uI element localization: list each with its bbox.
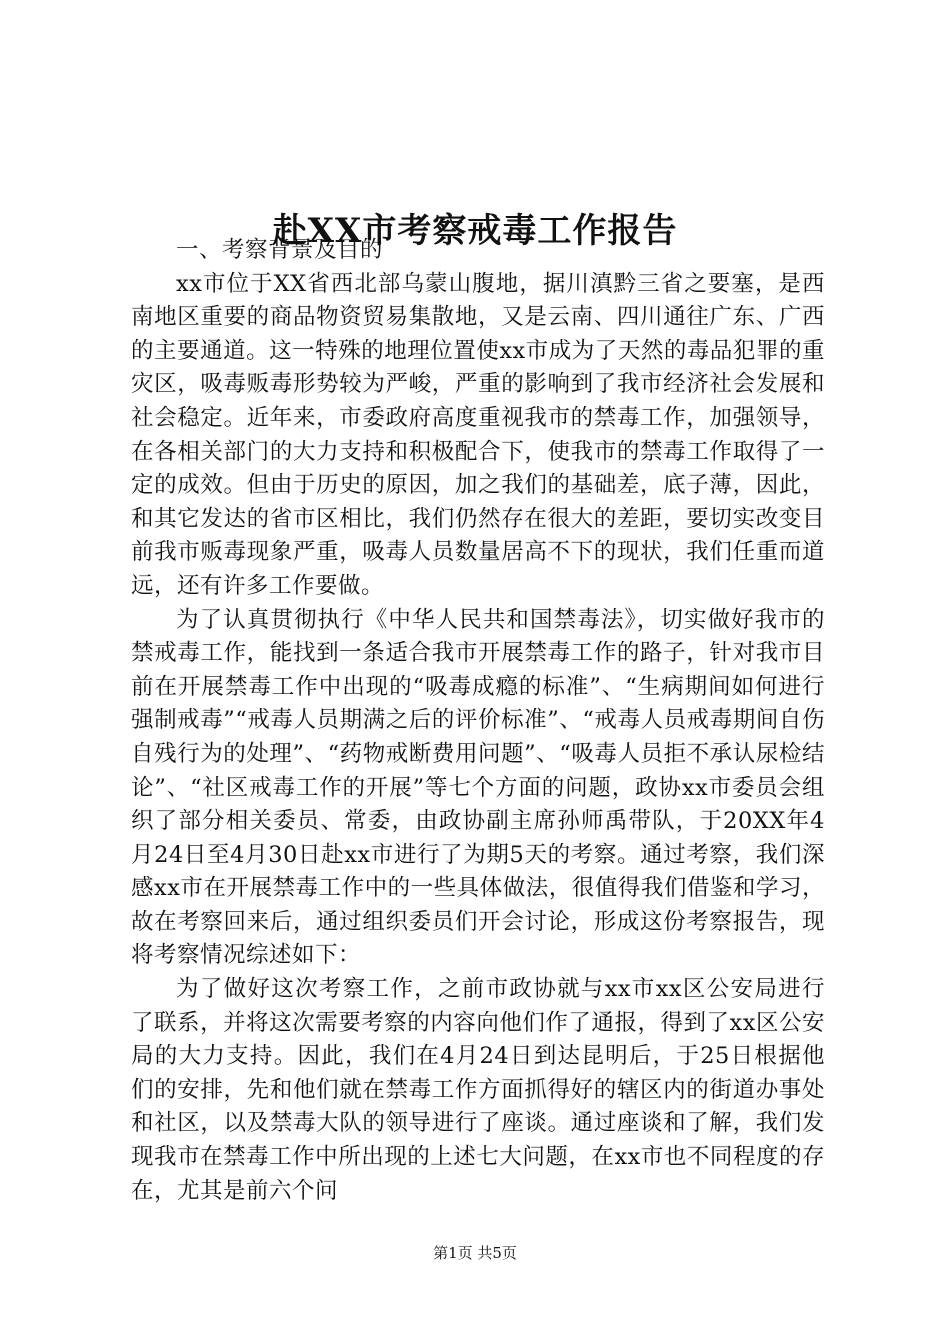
paragraph-preparation: 为了做好这次考察工作，之前市政协就与xx市xx区公安局进行了联系，并将这次需要考察的内容向他们作了通报，得到了xx区公安局的大力支持。因此，我们在4月24日到达昆明后，于25日根据他们的安排，先和他们就在禁毒工作方面抓得好的辖区内的街道办事处和社区，以及禁毒大队的领导进行了座谈。通过座谈和了解，我们发现我市在禁毒工作中所出现的上述七大问题，在xx市也不同程度的存在，尤其是前六个问 (131, 976, 825, 1204)
document-body (131, 234, 825, 1208)
paragraph-purpose: 为了认真贯彻执行《中华人民共和国禁毒法》，切实做好我市的禁戒毒工作，能找到一条适合我市开展禁毒工作的路子，针对我市目前在开展禁毒工作中出现的“吸毒成瘾的标准”、“生病期间如何进行强制戒毒”“戒毒人员期满之后的评价标准”、“戒毒人员戒毒期间自伤自残行为的处理”、“药物戒断费用问题”、“吸毒人员拒不承认尿检结论”、“社区戒毒工作的开展”等七个方面的问题，政协xx市委员会组织了部分相关委员、常委，由政协副主席孙师禹带队，于20XX年4月24日至4月30日赴xx市进行了为期5天的考察。通过考察，我们深感xx市在开展禁毒工作中的一些具体做法，很值得我们借鉴和学习，故在考察回来后，通过组织委员们开会讨论，形成这份考察报告，现将考察情况综述如下： (131, 606, 825, 969)
document-title: 赴XX市考察戒毒工作报告 (272, 210, 678, 251)
page-footer: 第1页 共5页 (433, 1244, 517, 1262)
paragraph-background: xx市位于XX省西北部乌蒙山腹地，据川滇黔三省之要塞，是西南地区重要的商品物资贸易集散地，又是云南、四川通往广东、广西的主要通道。这一特殊的地理位置使xx市成为了天然的毒品犯罪的重灾区，吸毒贩毒形势较为严峻，严重的影响到了我市经济社会发展和社会稳定。近年来，市委政府高度重视我市的禁毒工作，加强领导，在各相关部门的大力支持和积极配合下，使我市的禁毒工作取得了一定的成效。但由于历史的原因，加之我们的基础差，底子薄，因此，和其它发达的省市区相比，我们仍然存在很大的差距，要切实改变目前我市贩毒现象严重，吸毒人员数量居高不下的现状，我们任重而道远，还有许多工作要做。 (131, 270, 825, 599)
section-heading: 一、考察背景及目的 (176, 237, 384, 263)
